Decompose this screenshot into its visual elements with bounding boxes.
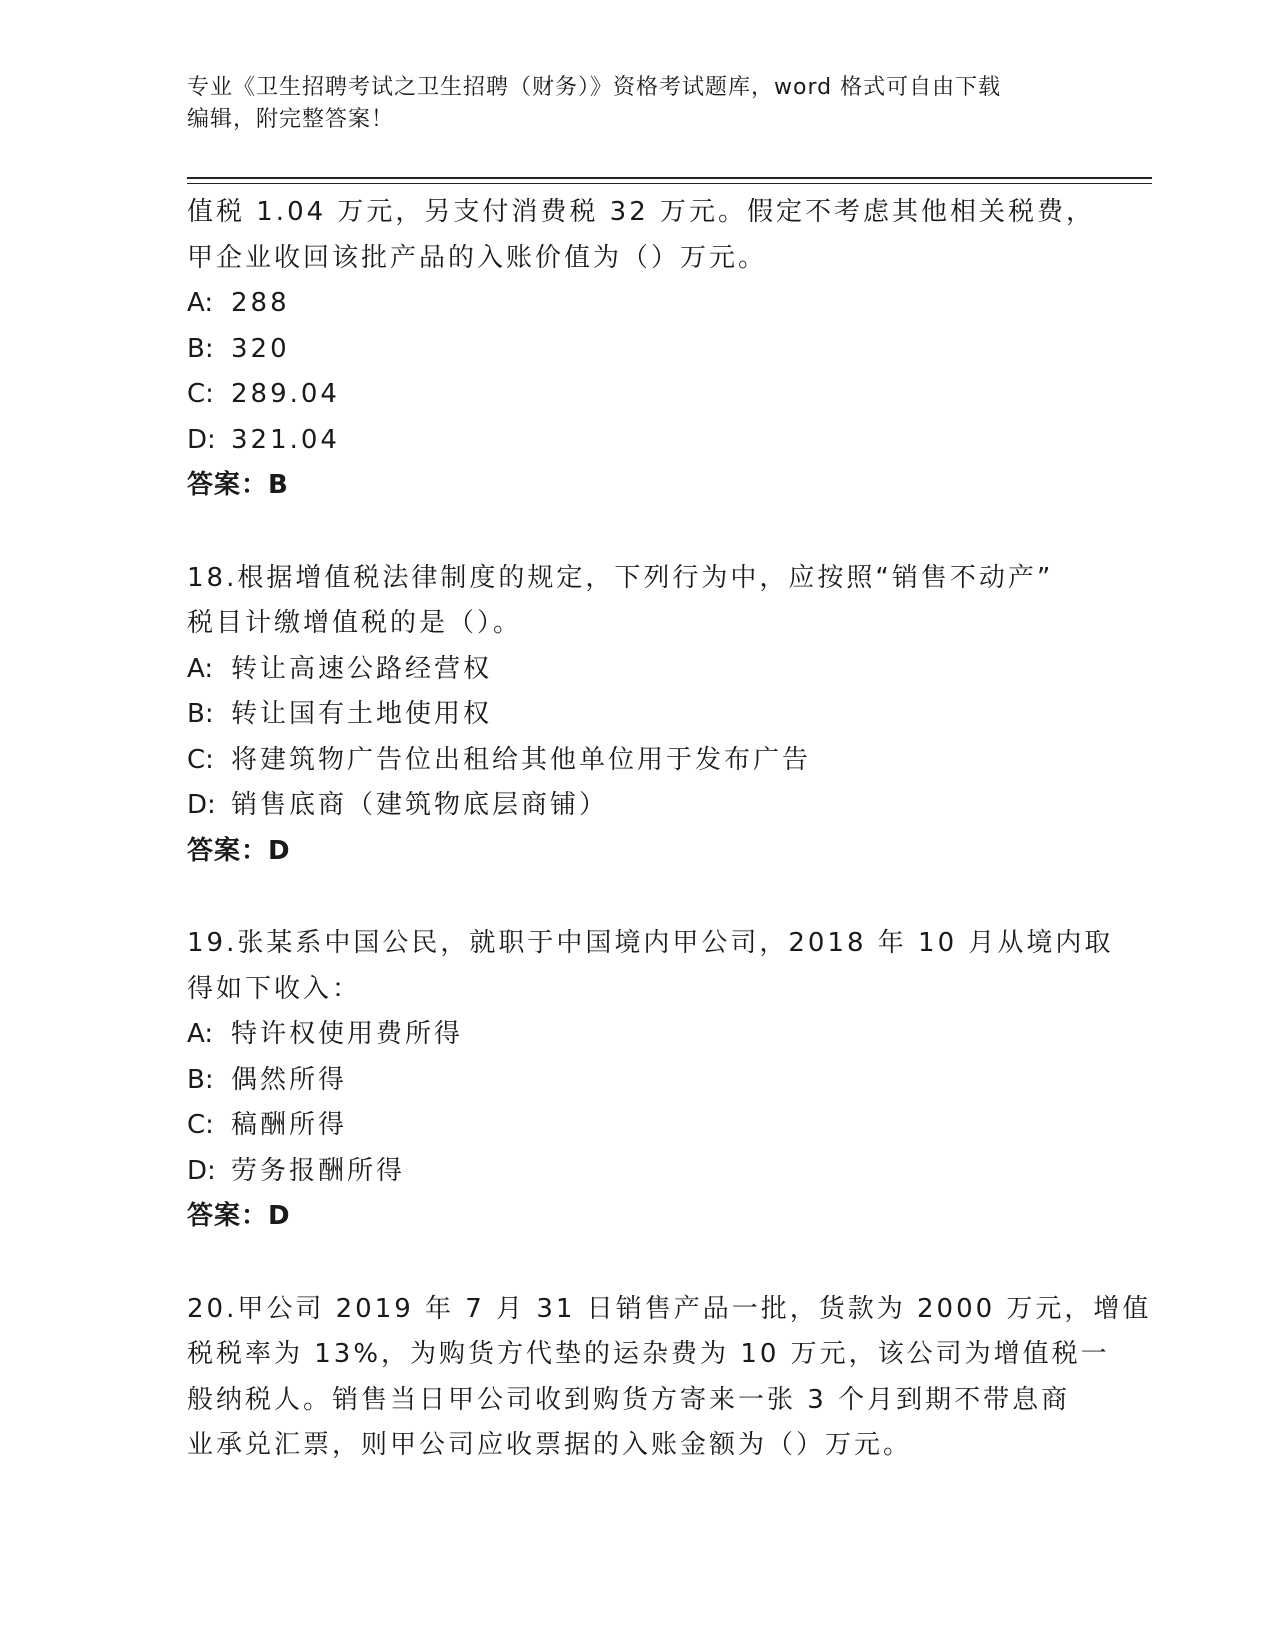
option-d — [187, 783, 1087, 829]
option-letter: B: — [187, 1064, 214, 1095]
option-a — [187, 1012, 1087, 1058]
question-list — [187, 190, 1152, 1469]
option-text: 将建筑物广告位出租给其他单位用于发布广告 — [231, 744, 812, 775]
answer: 答案：D — [187, 1201, 291, 1231]
option-b — [187, 692, 1087, 738]
question-stem-line: 税目计缴增值税的是（）。 — [187, 608, 523, 638]
question-stem-line: 税税率为 13%，为购货方代垫的运杂费为 10 万元，该公司为增值税一 — [187, 1339, 1110, 1369]
option-c — [187, 372, 1087, 418]
question-stem-line: 20.甲公司 2019 年 7 月 31 日销售产品一批，货款为 2000 万元，增值 — [187, 1293, 1152, 1324]
option-letter: A: — [187, 288, 214, 318]
option-letter: A: — [187, 1019, 214, 1049]
question-19 — [187, 921, 1114, 1240]
document-header — [187, 72, 1067, 136]
option-text: 特许权使用费所得 — [231, 1019, 464, 1049]
option-text: 偶然所得 — [231, 1064, 348, 1095]
option-letter: D: — [187, 424, 216, 455]
option-text: 稿酬所得 — [231, 1110, 348, 1140]
option-text: 劳务报酬所得 — [231, 1155, 406, 1186]
answer: 答案：B — [187, 470, 289, 500]
option-c — [187, 1103, 1087, 1149]
option-letter: C: — [187, 744, 214, 775]
question-20 — [187, 1287, 1152, 1469]
option-letter: B: — [187, 699, 214, 729]
option-text: 289.04 — [231, 379, 340, 409]
question-stem-line: 甲企业收回该批产品的入账价值为（）万元。 — [187, 242, 768, 273]
question-18 — [187, 556, 1087, 875]
answer: 答案：D — [187, 835, 291, 866]
option-text: 320 — [231, 333, 290, 364]
question-stem-line: 业承兑汇票，则甲公司应收票据的入账金额为（）万元。 — [187, 1430, 913, 1460]
option-c — [187, 738, 1087, 784]
question-stem-line: 18.根据增值税法律制度的规定，下列行为中，应按照“销售不动产” — [187, 562, 1054, 593]
header-rule-thick — [187, 177, 1152, 179]
header-rule-thin — [187, 183, 1152, 184]
option-text: 转让国有土地使用权 — [231, 699, 493, 729]
option-letter: A: — [187, 653, 214, 684]
option-letter: B: — [187, 333, 214, 364]
question-stem-line: 值税 1.04 万元，另支付消费税 32 万元。假定不考虑其他相关税费， — [187, 197, 1096, 227]
question-stem-line: 得如下收入： — [187, 973, 362, 1004]
option-d — [187, 1149, 1087, 1195]
question-17 — [187, 190, 1096, 509]
option-letter: C: — [187, 1110, 214, 1140]
option-letter: D: — [187, 1155, 216, 1186]
option-a — [187, 647, 1087, 693]
option-b — [187, 1058, 1087, 1104]
option-a — [187, 281, 1087, 327]
question-stem-line: 19.张某系中国公民，就职于中国境内甲公司，2018 年 10 月从境内取 — [187, 928, 1114, 958]
header-line-2: 编辑，附完整答案！ — [187, 107, 395, 132]
option-b — [187, 327, 1087, 373]
option-text: 转让高速公路经营权 — [231, 653, 493, 684]
option-text: 321.04 — [231, 424, 340, 455]
option-letter: D: — [187, 790, 216, 820]
option-letter: C: — [187, 379, 214, 409]
question-stem-line: 般纳税人。销售当日甲公司收到购货方寄来一张 3 个月到期不带息商 — [187, 1384, 1071, 1415]
header-line-1: 专业《卫生招聘考试之卫生招聘（财务）》资格考试题库，word 格式可自由下载 — [187, 75, 1002, 100]
option-text: 销售底商（建筑物底层商铺） — [231, 790, 609, 820]
option-d — [187, 418, 1087, 464]
option-text: 288 — [231, 288, 290, 318]
